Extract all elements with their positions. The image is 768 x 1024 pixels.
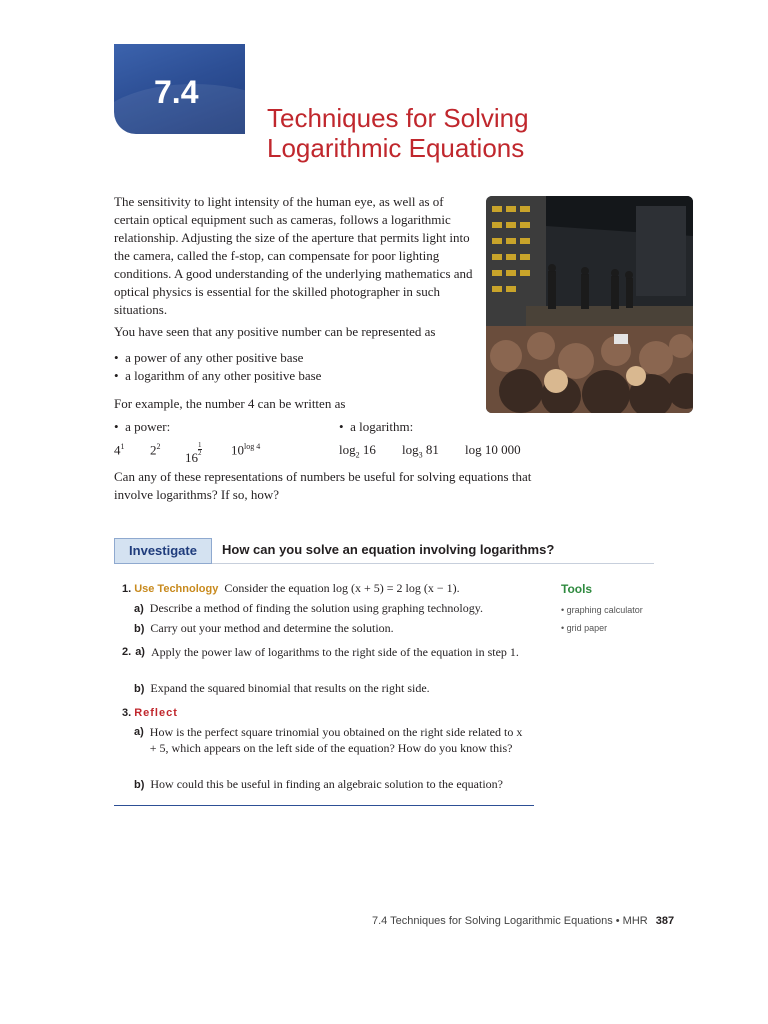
fraction-numerator: 1 — [198, 441, 202, 449]
part-label: b) — [134, 623, 145, 635]
power-2-squared — [150, 442, 161, 458]
page-footer — [372, 915, 674, 927]
tool-item: grid paper — [566, 623, 608, 633]
step-3 — [122, 704, 178, 721]
step-number: 1. — [122, 583, 132, 595]
power-exponent: 2 — [156, 442, 161, 451]
log-2-16 — [339, 442, 376, 460]
log-fn: log — [402, 442, 419, 457]
step-2a — [122, 644, 522, 660]
section-number-badge — [114, 44, 245, 134]
step-text: How is the perfect square trinomial you obtained on the right side related to x + 5, which appears on the left side of the equation? How do you know this? — [149, 725, 523, 755]
use-technology-label: Use Technology — [134, 583, 219, 595]
concert-photo — [486, 196, 693, 413]
power-16-half — [185, 442, 202, 466]
log-fn: log — [339, 442, 356, 457]
log-10000: log 10 000 — [465, 442, 521, 457]
step-1 — [122, 580, 542, 597]
tool-item: graphing calculator — [566, 605, 643, 615]
page-number: 387 — [655, 915, 675, 927]
section-title: Techniques for Solving Logarithmic Equations — [267, 103, 529, 163]
step-text: Carry out your method and determine the solution. — [150, 621, 394, 635]
example-line: For example, the number 4 can be written as — [114, 396, 346, 411]
question-paragraph: Can any of these representations of numbers be useful for solving equations that involve logarithms? If so, how? — [114, 469, 532, 502]
divider — [212, 563, 654, 564]
log-argument: 16 — [362, 442, 376, 457]
power-10-log4 — [231, 442, 260, 458]
power-exponent: log 4 — [244, 442, 261, 451]
log-base: 2 — [355, 450, 360, 460]
intro-paragraph: The sensitivity to light intensity of the human eye, as well as of certain optical equipment such as cameras, follows a logarithmic relationship. Adjusting the size of the aperture that permits light into the camera, called the f-stop, can compensate for poor lighting conditions. A good understanding of the underlying mathematics and optical physics is essential for the skilled photographer in such situations. — [114, 194, 473, 317]
tools-list — [561, 601, 643, 637]
step-3b — [134, 776, 554, 793]
step-text: Apply the power law of logarithms to the right side of the equation in step 1. — [150, 645, 519, 659]
fraction-denominator: 2 — [198, 449, 202, 457]
power-4-to-1 — [114, 442, 125, 458]
bullet-text: a power of any other positive base — [125, 350, 304, 365]
tools-title: Tools — [561, 582, 593, 596]
bullet-text: a logarithm of any other positive base — [125, 368, 322, 383]
list-item: • a logarithm of any other positive base — [114, 368, 322, 383]
footer-text: 7.4 Techniques for Solving Logarithmic Equations • MHR — [372, 915, 648, 927]
reflect-label: Reflect — [134, 707, 178, 719]
power-base: 16 — [185, 450, 198, 465]
investigate-tab: Investigate — [114, 538, 212, 564]
step-2b — [134, 680, 534, 697]
step-3a — [134, 724, 534, 756]
step-1b — [134, 620, 534, 637]
log-base: 3 — [418, 450, 423, 460]
investigate-header — [114, 538, 555, 564]
step-1a — [134, 600, 534, 617]
power-label: • a power: — [114, 419, 171, 434]
log-label: • a logarithm: — [339, 419, 414, 434]
part-label: b) — [134, 779, 145, 791]
step-text: Expand the squared binomial that results on the right side. — [150, 681, 430, 695]
divider — [114, 805, 534, 806]
power-exponent: 1 — [120, 442, 125, 451]
step-number: 2. — [122, 646, 132, 658]
step-text: How could this be useful in finding an algebraic solution to the equation? — [150, 777, 503, 791]
log-label-text: a logarithm: — [350, 419, 414, 434]
log-argument: 81 — [425, 442, 439, 457]
section-number: 7.4 — [154, 74, 199, 110]
part-label: a) — [134, 603, 144, 615]
investigate-question: How can you solve an equation involving logarithms? — [222, 542, 555, 557]
step-number: 3. — [122, 707, 132, 719]
list-item: • grid paper — [561, 623, 608, 633]
power-label-text: a power: — [125, 419, 171, 434]
log-3-81 — [402, 442, 439, 460]
part-label: a) — [134, 726, 144, 738]
part-label: a) — [135, 646, 145, 658]
list-item: • a power of any other positive base — [114, 350, 304, 365]
power-base: 4 — [114, 442, 121, 458]
representation-intro: You have seen that any positive number can be represented as — [114, 324, 436, 339]
power-base: 2 — [150, 442, 157, 458]
list-item: • graphing calculator — [561, 605, 643, 615]
representation-bullets — [114, 349, 514, 385]
part-label: b) — [134, 683, 145, 695]
power-base: 10 — [231, 442, 244, 458]
step-text: Consider the equation log (x + 5) = 2 log (x − 1). — [224, 581, 460, 595]
step-text: Describe a method of finding the solution using graphing technology. — [149, 601, 483, 615]
